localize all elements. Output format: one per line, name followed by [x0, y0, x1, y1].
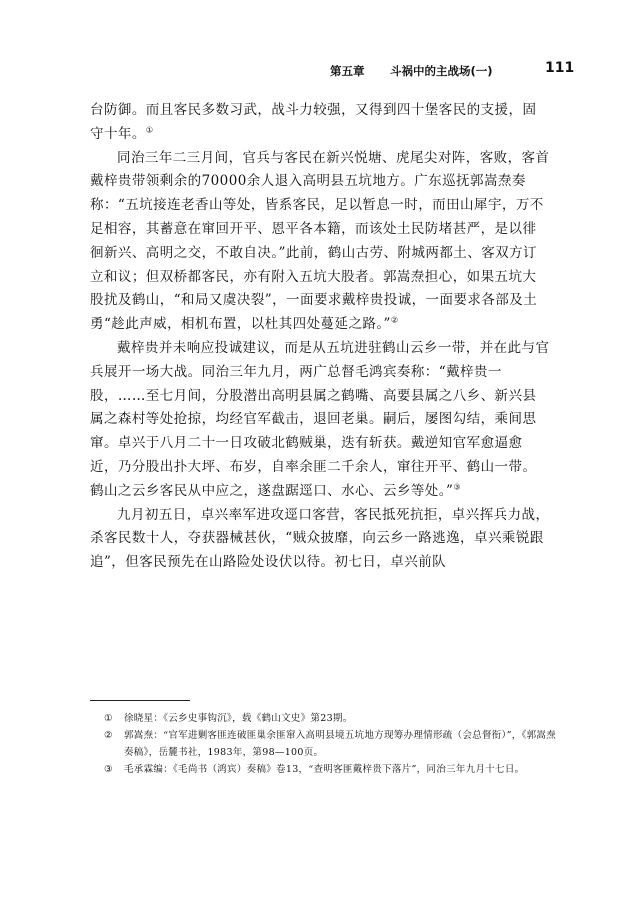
paragraph-text: 九月初五日，卓兴率军进攻逕口客营，客民抵死抗拒，卓兴挥兵力战，杀客民数十人，夺获器械甚伙，“贼众披靡，向云乡一路逃逸，卓兴乘锐跟追”，但客民预先在山路险处设伏以待。初七日，卓兴前队 — [90, 506, 550, 571]
page-number: 111 — [545, 60, 575, 76]
footnote-mark: ① — [104, 713, 113, 724]
paragraph-text: 同治三年二三月间，官兵与客民在新兴悦塘、虎尾尖对阵，客败，客首戴梓贵带领剩余的70000余人退入高明县五坑地方。广东巡抚郭嵩焘奏称：“五坑接连老香山等处，皆系客民，足以暂息一时，而田山犀宇，万不足相容，其蓄意在窜回开平、恩平各本籍，而该处土民防堵甚严，是以徘徊新兴、高明之交，不敢自决。”此前，鹤山古劳、附城两都土、客双方订立和议；但双桥都客民，亦有附入五坑大股者。郭嵩焘担心，如果五坑大股扰及鹤山，“和局又虞决裂”，一面要求戴梓贵投诚，一面要求各部及土勇“趁此声威，相机布置，以杜其四处蔓延之路。” — [90, 149, 550, 333]
footnote-mark: ③ — [104, 764, 113, 775]
footnote-ref: ① — [145, 125, 154, 135]
footnote-ref: ② — [390, 315, 399, 325]
body-text — [90, 99, 550, 575]
running-header — [330, 62, 590, 80]
paragraph — [90, 337, 550, 504]
chapter-title: 斗祸中的主战场(一) — [390, 64, 493, 78]
footnote-item — [90, 727, 560, 761]
footnote-ref: ③ — [453, 482, 461, 492]
footnote-text: 郭嵩焘：“官军进剿客匪连破匪巢余匪窜入高明县境五坑地方现筹办理情形疏（会总督衔）”，《郭嵩焘奏稿》，岳麓书社，1983年，第98—100页。 — [124, 730, 557, 758]
footnotes — [90, 710, 560, 778]
footnote-text: 毛承霖编：《毛尚书（鸿宾）奏稿》卷13，“查明客匪戴梓贵下落片”，同治三年九月十七日。 — [124, 764, 525, 775]
paragraph-text: 台防御。而且客民多数习武，战斗力较强，又得到四十堡客民的支援，固守十年。 — [90, 102, 537, 142]
footnote-item — [90, 710, 560, 727]
footnote-text: 徐晓星：《云乡史事钩沉》，载《鹤山文史》第23期。 — [124, 713, 353, 724]
footnote-divider — [90, 700, 190, 701]
footnote-mark: ② — [104, 730, 113, 741]
chapter-label: 第五章 — [330, 64, 365, 78]
paragraph-continued — [90, 99, 550, 147]
paragraph — [90, 504, 550, 575]
paragraph-text: 戴梓贵并未响应投诚建议，而是从五坑进驻鹤山云乡一带，并在此与官兵展开一场大战。同治三年九月，两广总督毛鸿宾奏称：“戴梓贵一股，……至七月间，分股潜出高明县属之鹤嘴、高要县属之八乡、新兴县属之森村等处抢掠，均经官军截击，退回老巢。嗣后，屡图勾结，乘间思窜。卓兴于八月二十一日攻破北鹤贼巢，迭有斩获。戴逆知官军愈逼愈近，乃分股出扑大坪、布岁，自率余匪二千余人，窜往开平、鹤山一带。鹤山之云乡客民从中应之，遂盘踞逕口、水心、云乡等处。” — [90, 339, 550, 499]
footnote-item — [90, 761, 560, 778]
paragraph — [90, 147, 550, 337]
